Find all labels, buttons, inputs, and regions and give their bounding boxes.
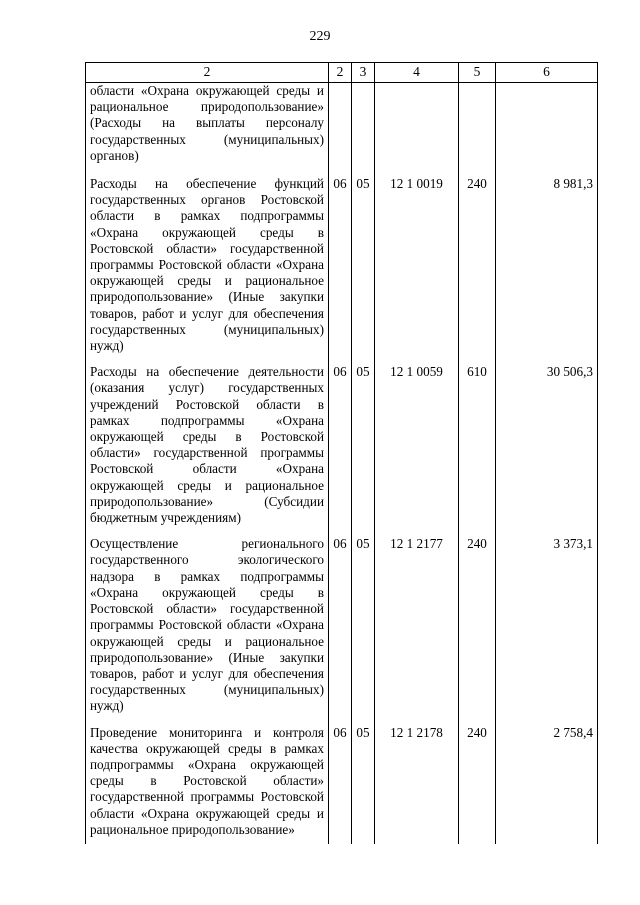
table-header-row xyxy=(86,63,598,83)
row-subsection: 05 xyxy=(352,172,375,360)
table-row xyxy=(86,532,598,720)
empty-cell xyxy=(375,83,459,173)
row-description: Расходы на обеспечение функций государственных органов Ростовской области в рамках подпрограммы «Охрана окружающей среды в Ростовской области» государственной программы Ростовской области «Охрана окружающей среды и рациональное природопользование» (Иные закупки товаров, работ и услуг для обеспечения государственных (муниципальных) нужд) xyxy=(86,172,329,360)
row-subsection: 05 xyxy=(352,721,375,844)
empty-cell xyxy=(496,83,598,173)
row-target-article: 12 1 2178 xyxy=(375,721,459,844)
empty-cell xyxy=(352,83,375,173)
row-target-article: 12 1 0019 xyxy=(375,172,459,360)
column-header-expense-type: 5 xyxy=(459,63,496,83)
row-section: 06 xyxy=(329,532,352,720)
table-row xyxy=(86,721,598,844)
budget-table xyxy=(85,62,598,844)
row-expense-type: 240 xyxy=(459,172,496,360)
page-number: 229 xyxy=(309,29,331,44)
column-header-amount: 6 xyxy=(496,63,598,83)
row-expense-type: 240 xyxy=(459,721,496,844)
row-amount: 8 981,3 xyxy=(496,172,598,360)
row-expense-type: 610 xyxy=(459,360,496,532)
row-amount: 2 758,4 xyxy=(496,721,598,844)
empty-cell xyxy=(459,83,496,173)
row-section: 06 xyxy=(329,172,352,360)
column-header-target-article: 4 xyxy=(375,63,459,83)
row-amount: 30 506,3 xyxy=(496,360,598,532)
row-description: Расходы на обеспечение деятельности (оказания услуг) государственных учреждений Ростовской области в рамках подпрограммы «Охрана окружающей среды в Ростовской области» государственной программы Ростовской области «Охрана окружающей среды и рациональное природопользование» (Субсидии бюджетным учреждениям) xyxy=(86,360,329,532)
row-section: 06 xyxy=(329,721,352,844)
table-row-continuation xyxy=(86,83,598,173)
table-row xyxy=(86,360,598,532)
column-header-section: 2 xyxy=(329,63,352,83)
row-subsection: 05 xyxy=(352,360,375,532)
row-description: области «Охрана окружающей среды и рациональное природопользование» (Расходы на выплаты персоналу государственных (муниципальных) органов) xyxy=(86,83,329,173)
row-amount: 3 373,1 xyxy=(496,532,598,720)
row-target-article: 12 1 2177 xyxy=(375,532,459,720)
row-expense-type: 240 xyxy=(459,532,496,720)
column-header-description: 2 xyxy=(86,63,329,83)
row-target-article: 12 1 0059 xyxy=(375,360,459,532)
row-subsection: 05 xyxy=(352,532,375,720)
row-description: Осуществление регионального государственного экологического надзора в рамках подпрограммы «Охрана окружающей среды в Ростовской области» государственной программы Ростовской области «Охрана окружающей среды и рациональное природопользование» (Иные закупки товаров, работ и услуг для обеспечения государственных (муниципальных) нужд) xyxy=(86,532,329,720)
row-section: 06 xyxy=(329,360,352,532)
table-row xyxy=(86,172,598,360)
column-header-subsection: 3 xyxy=(352,63,375,83)
empty-cell xyxy=(329,83,352,173)
row-description: Проведение мониторинга и контроля качества окружающей среды в рамках подпрограммы «Охрана окружающей среды в Ростовской области» государственной программы Ростовской области «Охрана окружающей среды и рациональное природопользование» xyxy=(86,721,329,844)
